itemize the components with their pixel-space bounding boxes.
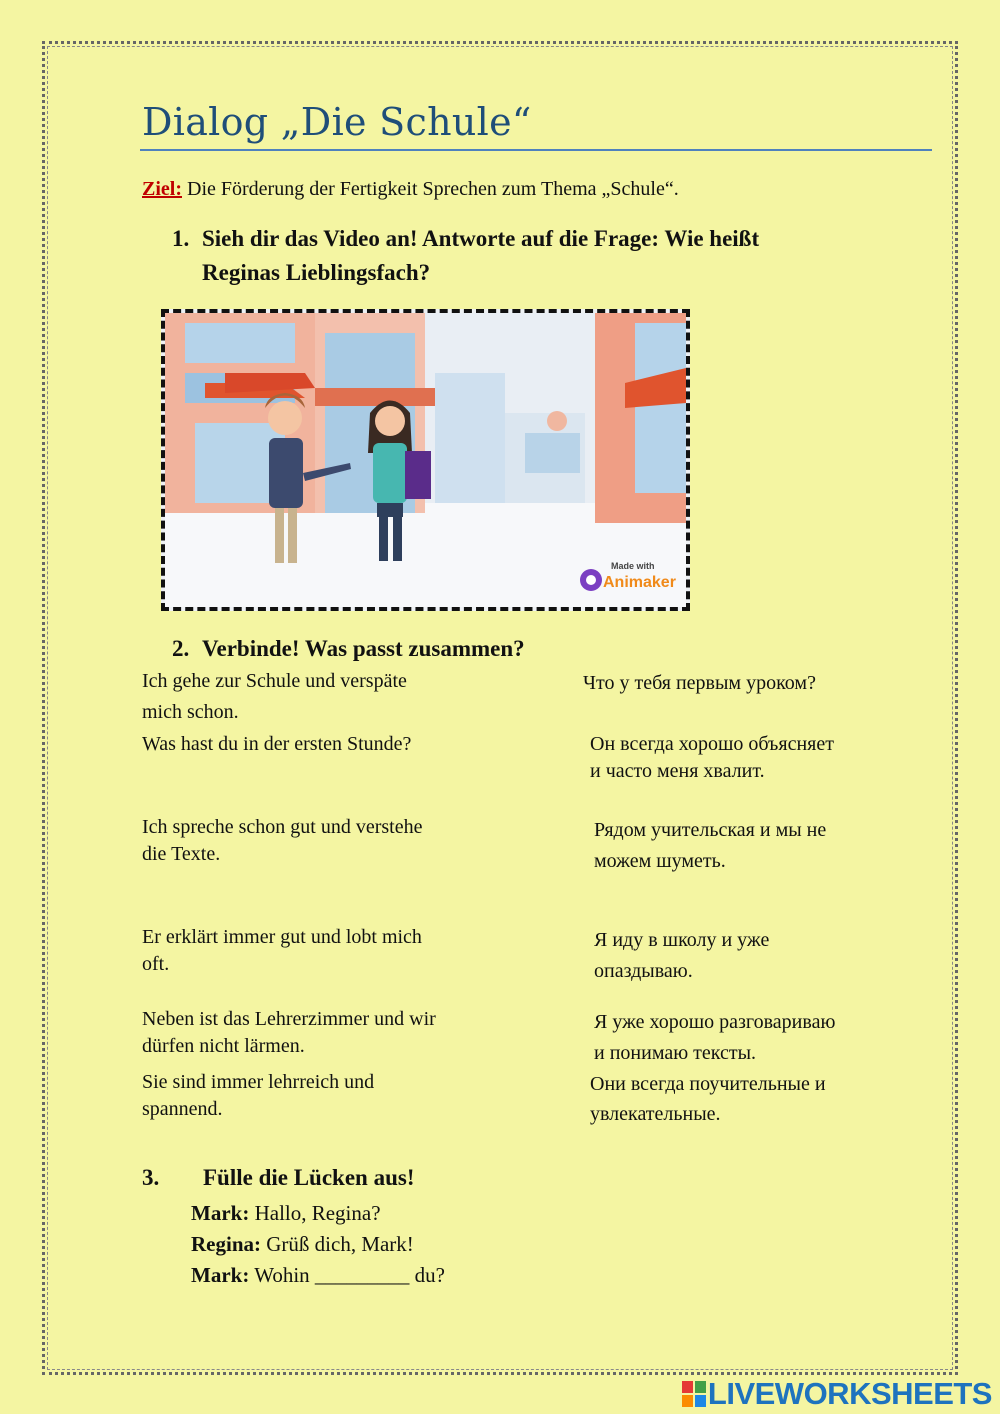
task-3-number: 3.	[142, 1165, 160, 1190]
russian-phrase-5-line-1: Я уже хорошо разговариваю	[594, 1011, 836, 1033]
german-phrase-2-line-1: Was hast du in der ersten Stunde?	[142, 733, 412, 755]
russian-phrase-5-line-2: и понимаю тексты.	[594, 1042, 757, 1064]
german-phrase-5-line-2: dürfen nicht lärmen.	[142, 1035, 305, 1057]
task-2-number: 2.	[172, 636, 190, 661]
liveworksheets-name: LIVEWORKSHEETS	[707, 1376, 992, 1411]
german-phrase-5-line-1: Neben ist das Lehrerzimmer und wir	[142, 1008, 436, 1030]
goal-label: Ziel:	[142, 178, 182, 200]
liveworksheets-brand[interactable]	[682, 1375, 992, 1413]
russian-phrase-5[interactable]	[594, 1007, 934, 1069]
russian-phrase-6-line-2: увлекательные.	[590, 1103, 721, 1125]
russian-phrase-6[interactable]	[590, 1069, 930, 1129]
russian-phrase-1-line-1: Что у тебя первым уроком?	[583, 672, 816, 694]
goal-text: Die Förderung der Fertigkeit Sprechen zum Thema „Schule“.	[187, 178, 679, 200]
page-title: Dialog „Die Schule“	[142, 100, 532, 144]
task-3-text: Fülle die Lücken aus!	[203, 1165, 415, 1190]
german-phrase-6-line-2: spannend.	[142, 1098, 223, 1120]
dialog-line-1-speaker: Mark:	[191, 1201, 250, 1225]
german-phrase-6-line-1: Sie sind immer lehrreich und	[142, 1071, 375, 1093]
russian-phrase-4[interactable]	[594, 925, 934, 987]
dialog-line-2-speaker: Regina:	[191, 1232, 261, 1256]
task-1-line-1: Sieh dir das Video an! Antworte auf die Frage: Wie heißt	[202, 226, 760, 251]
russian-phrase-3-line-2: можем шуметь.	[594, 850, 726, 872]
task-1-line-2: Reginas Lieblingsfach?	[202, 260, 431, 285]
german-phrase-5[interactable]	[142, 1006, 502, 1060]
russian-phrase-6-line-1: Они всегда поучительные и	[590, 1073, 826, 1095]
german-phrase-2[interactable]	[142, 730, 502, 759]
german-phrase-1[interactable]	[142, 667, 502, 727]
german-phrase-3[interactable]	[142, 814, 502, 868]
liveworksheets-logo-icon	[682, 1381, 706, 1407]
task-1	[172, 222, 872, 292]
task-2	[172, 632, 672, 668]
russian-phrase-2[interactable]	[590, 731, 930, 785]
dialog-line-1-text: Hallo, Regina?	[254, 1201, 381, 1225]
russian-phrase-4-line-2: опаздываю.	[594, 960, 693, 982]
german-phrase-3-line-1: Ich spreche schon gut und verstehe	[142, 816, 423, 838]
german-phrase-4-line-2: oft.	[142, 953, 170, 975]
dialog-line-2	[191, 1232, 414, 1257]
dialog-line-3[interactable]	[191, 1263, 445, 1288]
russian-phrase-4-line-1: Я иду в школу и уже	[594, 929, 770, 951]
russian-phrase-3[interactable]	[594, 815, 934, 877]
german-phrase-1-line-1: Ich gehe zur Schule und verspäte	[142, 670, 407, 692]
german-phrase-1-line-2: mich schon.	[142, 701, 239, 723]
title-underline	[140, 149, 932, 151]
dialog-line-2-text: Grüß dich, Mark!	[266, 1232, 414, 1256]
german-phrase-4[interactable]	[142, 924, 502, 978]
russian-phrase-1[interactable]	[583, 669, 923, 698]
video-scene	[165, 313, 686, 607]
german-phrase-4-line-1: Er erklärt immer gut und lobt mich	[142, 926, 422, 948]
russian-phrase-3-line-1: Рядом учительская и мы не	[594, 819, 827, 841]
german-phrase-6[interactable]	[142, 1069, 502, 1123]
goal-line	[142, 178, 679, 201]
russian-phrase-2-line-1: Он всегда хорошо объясняет	[590, 733, 834, 755]
badge-made-with: Made with	[611, 561, 655, 571]
task-2-text: Verbinde! Was passt zusammen?	[202, 636, 525, 661]
video-player[interactable]	[161, 309, 690, 611]
badge-brand: Animaker	[603, 574, 676, 591]
dialog-line-1	[191, 1201, 381, 1226]
russian-phrase-2-line-2: и часто меня хвалит.	[590, 760, 765, 782]
dialog-line-3-text[interactable]: Wohin _________ du?	[254, 1263, 445, 1287]
german-phrase-3-line-2: die Texte.	[142, 843, 221, 865]
task-1-number: 1.	[172, 226, 190, 251]
dialog-line-3-speaker: Mark:	[191, 1263, 250, 1287]
